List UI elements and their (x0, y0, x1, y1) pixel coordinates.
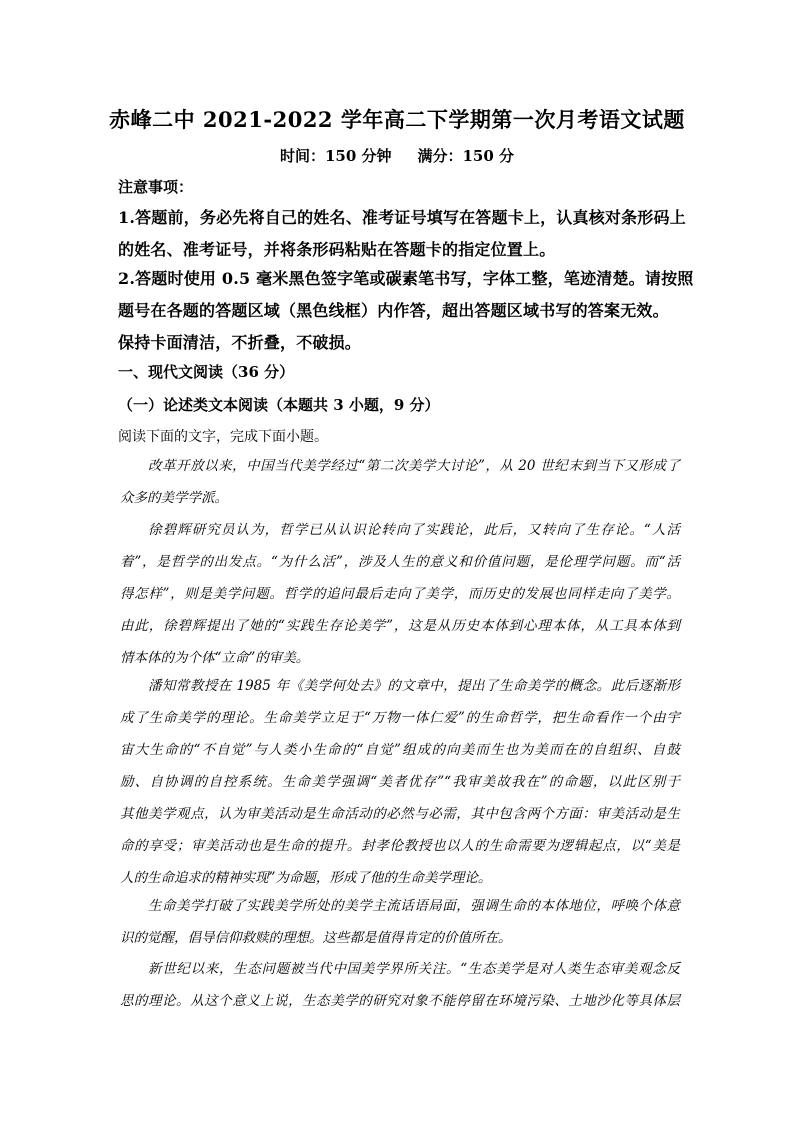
passage-paragraph-1 (120, 450, 680, 514)
passage-line: 思的理论。从这个意义上说，生态美学的研究对象不能停留在环境污染、土地沙化等具体层 (120, 993, 680, 1009)
passage-line: 潘知常教授在 1985 年《美学何处去》的文章中，提出了生命美学的概念。此后逐渐形 (148, 678, 680, 694)
notice-item-2 (118, 263, 694, 359)
exam-score: 满分：150 分 (417, 147, 515, 165)
passage-line: 众多的美学学派。 (120, 490, 228, 506)
passage-line: 徐碧辉研究员认为，哲学已从认识论转向了实践论，此后，又转向了生存论。“人活 (148, 522, 680, 538)
subsection-heading: （一）论述类文本阅读（本题共 3 小题，9 分） (118, 396, 440, 414)
notice-line: 保持卡面清洁，不折叠，不破损。 (118, 333, 362, 352)
notice-line: 的姓名、准考证号，并将条形码粘贴在答题卡的指定位置上。 (118, 240, 556, 259)
notice-item-1 (118, 202, 686, 266)
passage-line: 改革开放以来，中国当代美学经过“第二次美学大讨论”，从 20 世纪末到当下又形成了 (148, 458, 680, 474)
passage-line: 励、自协调的自控系统。生命美学强调“美者优存”“我审美故我在”的命题，以此区别于 (120, 774, 680, 790)
passage-line: 着”，是哲学的出发点。“为什么活”，涉及人生的意义和价值问题，是伦理学问题。而“活 (120, 554, 680, 570)
passage-line: 新世纪以来，生态问题被当代中国美学界所关注。“生态美学是对人类生态审美观念反 (148, 961, 680, 977)
passage-paragraph-3 (120, 670, 680, 894)
section-heading: 一、现代文阅读（36 分） (118, 363, 295, 381)
passage-line: 情本体的为个体“立命”的审美。 (120, 650, 310, 666)
notice-line: 题号在各题的答题区域（黑色线框）内作答，超出答题区域书写的答案无效。 (118, 301, 669, 320)
reading-instruction: 阅读下面的文字，完成下面小题。 (118, 429, 328, 445)
passage-line: 其他美学观点，认为审美活动是生命活动的必然与必需，其中包含两个方面：审美活动是生 (120, 806, 680, 822)
passage-line: 人的生命追求的精神实现”为命题，形成了他的生命美学理论。 (120, 870, 492, 886)
passage-line: 识的觉醒，倡导信仰救赎的理想。这些都是值得肯定的价值所在。 (120, 930, 512, 946)
passage-line: 得怎样”，则是美学问题。哲学的追问最后走向了美学，而历史的发展也同样走向了美学。 (120, 586, 680, 602)
passage-line: 生命美学打破了实践美学所处的美学主流话语局面，强调生命的本体地位，呼唤个体意 (148, 898, 680, 914)
passage-paragraph-2 (120, 514, 680, 674)
notice-line: 1.答题前，务必先将自己的姓名、准考证号填写在答题卡上，认真核对条形码上 (118, 208, 686, 227)
passage-line: 成了生命美学的理论。生命美学立足于“万物一体仁爱”的生命哲学，把生命看作一个由宇 (120, 710, 680, 726)
passage-line: 宙大生命的“不自觉”与人类小生命的“自觉”组成的向美而生也为美而在的自组织、自鼓 (120, 742, 680, 758)
passage-paragraph-5 (120, 953, 680, 1017)
exam-title: 赤峰二中 2021-2022 学年高二下学期第一次月考语文试题 (109, 107, 685, 132)
exam-time: 时间：150 分钟 (279, 147, 392, 165)
passage-line: 命的享受；审美活动也是生命的提升。封孝伦教授也以人的生命需要为逻辑起点，以“美是 (120, 838, 680, 854)
notice-heading: 注意事项： (118, 178, 194, 196)
passage-paragraph-4 (120, 890, 680, 954)
passage-line: 由此，徐碧辉提出了她的“实践生存论美学”，这是从历史本体到心理本体，从工具本体到 (120, 618, 680, 634)
notice-line: 2.答题时使用 0.5 毫米黑色签字笔或碳素笔书写，字体工整，笔迹清楚。请按照 (118, 269, 694, 288)
exam-meta (0, 145, 794, 166)
